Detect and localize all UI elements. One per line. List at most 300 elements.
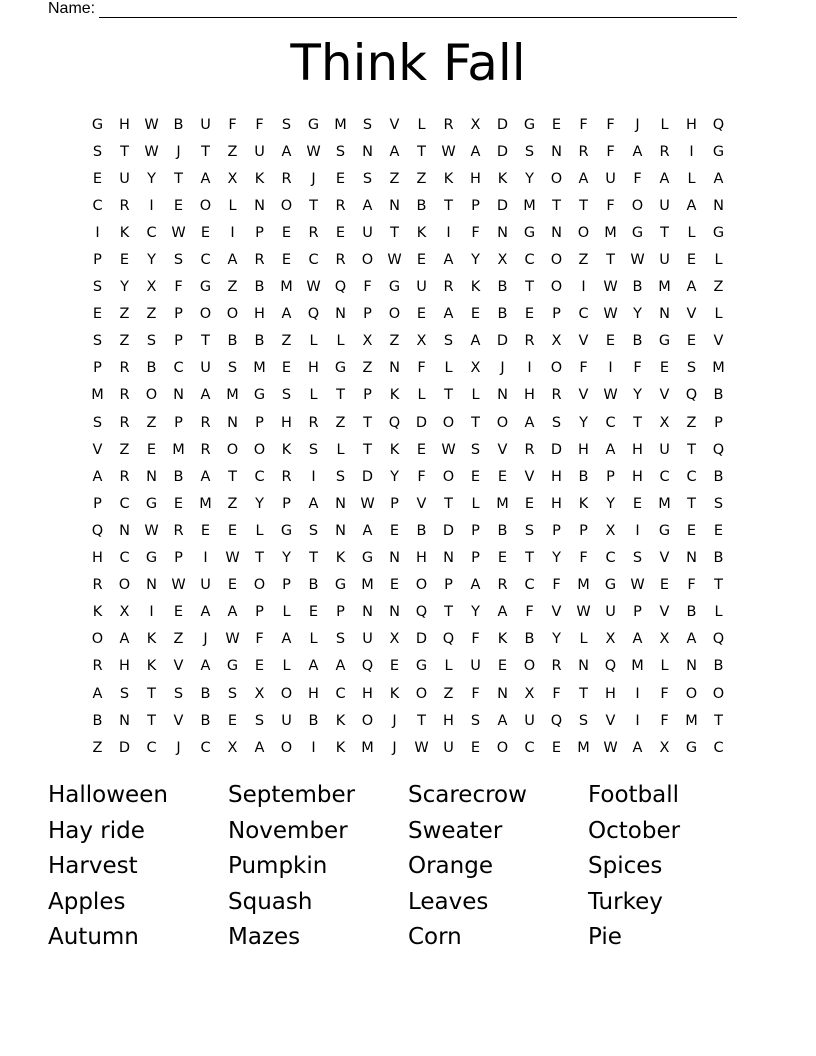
grid-letter: T	[606, 252, 615, 269]
grid-letter: Y	[606, 495, 615, 512]
grid-letter: H	[119, 116, 130, 133]
grid-letter: S	[362, 116, 373, 133]
grid-letter: I	[446, 224, 451, 241]
grid-letter: C	[173, 360, 184, 377]
grid-letter: E	[119, 252, 130, 269]
grid-letter: B	[713, 387, 724, 404]
grid-letter: Z	[578, 252, 589, 269]
grid-letter: L	[309, 333, 318, 350]
grid-letter: E	[416, 252, 427, 269]
grid-letter: X	[389, 631, 400, 648]
word-item: Squash	[228, 888, 313, 915]
grid-letter: D	[550, 441, 563, 458]
grid-row	[84, 517, 732, 544]
grid-letter: T	[417, 712, 426, 729]
grid-letter: L	[471, 495, 480, 512]
grid-letter: X	[470, 116, 481, 133]
grid-row	[84, 382, 732, 409]
grid-letter: O	[712, 685, 725, 702]
grid-letter: X	[227, 170, 238, 187]
grid-letter: A	[389, 143, 400, 160]
grid-letter: T	[444, 387, 453, 404]
grid-letter: C	[605, 414, 616, 431]
grid-letter: M	[280, 279, 293, 296]
grid-letter: L	[282, 604, 291, 621]
grid-letter: K	[281, 441, 292, 458]
grid-letter: E	[416, 441, 427, 458]
grid-letter: R	[200, 441, 211, 458]
grid-letter: Y	[552, 631, 561, 648]
grid-letter: L	[444, 658, 453, 675]
grid-letter: O	[442, 468, 455, 485]
grid-letter: B	[227, 333, 238, 350]
grid-letter: K	[389, 685, 400, 702]
grid-letter: Z	[443, 685, 454, 702]
grid-letter: Q	[388, 414, 401, 431]
grid-letter: D	[442, 522, 455, 539]
grid-letter: H	[470, 170, 481, 187]
grid-letter: N	[227, 414, 238, 431]
grid-row	[84, 219, 732, 246]
grid-letter: V	[92, 441, 103, 458]
grid-letter: R	[443, 279, 454, 296]
grid-letter: A	[470, 577, 481, 594]
grid-letter: N	[578, 658, 589, 675]
grid-letter: S	[308, 522, 319, 539]
grid-letter: N	[659, 306, 670, 323]
grid-letter: A	[281, 631, 292, 648]
grid-letter: Z	[227, 495, 238, 512]
grid-letter: Y	[282, 550, 291, 567]
grid-letter: F	[525, 604, 534, 621]
grid-letter: H	[281, 414, 292, 431]
grid-letter: E	[686, 252, 697, 269]
grid-letter: B	[146, 360, 157, 377]
grid-letter: G	[253, 387, 266, 404]
grid-letter: N	[173, 387, 184, 404]
grid-letter: S	[335, 468, 346, 485]
grid-letter: I	[608, 360, 613, 377]
grid-letter: I	[635, 522, 640, 539]
grid-letter: E	[524, 495, 535, 512]
grid-letter: E	[497, 550, 508, 567]
grid-letter: G	[523, 116, 536, 133]
grid-letter: X	[605, 631, 616, 648]
grid-letter: A	[443, 306, 454, 323]
grid-letter: G	[388, 279, 401, 296]
grid-letter: A	[470, 333, 481, 350]
grid-letter: H	[551, 495, 562, 512]
grid-letter: L	[714, 252, 723, 269]
grid-letter: I	[203, 550, 208, 567]
grid-letter: A	[443, 252, 454, 269]
grid-letter: T	[579, 685, 588, 702]
grid-letter: O	[199, 197, 212, 214]
grid-letter: S	[308, 441, 319, 458]
grid-letter: F	[606, 197, 615, 214]
grid-letter: J	[500, 360, 505, 377]
grid-letter: E	[200, 522, 211, 539]
grid-row	[84, 165, 732, 192]
grid-letter: M	[199, 495, 212, 512]
grid-letter: H	[578, 441, 589, 458]
grid-letter: P	[93, 495, 102, 512]
grid-letter: W	[144, 522, 159, 539]
grid-letter: Z	[119, 333, 130, 350]
grid-letter: R	[308, 224, 319, 241]
grid-letter: S	[524, 143, 535, 160]
grid-letter: W	[603, 279, 618, 296]
grid-letter: O	[550, 360, 563, 377]
grid-letter: R	[119, 387, 130, 404]
grid-letter: B	[200, 712, 211, 729]
grid-letter: N	[389, 550, 400, 567]
grid-letter: B	[416, 197, 427, 214]
grid-letter: J	[203, 631, 208, 648]
grid-letter: L	[336, 441, 345, 458]
grid-letter: I	[149, 604, 154, 621]
grid-letter: E	[173, 197, 184, 214]
grid-row	[84, 274, 732, 301]
grid-letter: H	[308, 360, 319, 377]
grid-letter: S	[470, 441, 481, 458]
grid-letter: B	[308, 712, 319, 729]
grid-letter: T	[660, 224, 669, 241]
letter-grid	[84, 111, 732, 761]
name-line	[99, 3, 737, 18]
grid-letter: R	[659, 143, 670, 160]
grid-letter: J	[176, 739, 181, 756]
grid-letter: O	[118, 577, 131, 594]
grid-letter: A	[281, 143, 292, 160]
grid-letter: R	[254, 252, 265, 269]
grid-letter: R	[524, 333, 535, 350]
grid-letter: K	[146, 658, 157, 675]
grid-letter: O	[280, 197, 293, 214]
grid-letter: V	[173, 658, 184, 675]
grid-letter: V	[605, 712, 616, 729]
word-item: September	[228, 782, 356, 808]
grid-letter: A	[686, 279, 697, 296]
grid-letter: G	[604, 577, 617, 594]
grid-letter: S	[92, 143, 103, 160]
grid-letter: Y	[147, 170, 156, 187]
grid-letter: R	[551, 658, 562, 675]
grid-letter: A	[686, 631, 697, 648]
grid-letter: Y	[579, 414, 588, 431]
grid-letter: C	[713, 739, 724, 756]
grid-letter: E	[686, 333, 697, 350]
grid-letter: U	[200, 577, 211, 594]
grid-letter: E	[551, 739, 562, 756]
word-item: October	[588, 817, 681, 844]
grid-letter: N	[686, 550, 697, 567]
grid-letter: N	[335, 495, 346, 512]
grid-letter: C	[308, 252, 319, 269]
grid-letter: N	[389, 604, 400, 621]
grid-letter: X	[497, 252, 508, 269]
grid-letter: B	[254, 333, 265, 350]
grid-letter: A	[335, 658, 346, 675]
grid-letter: B	[173, 116, 184, 133]
grid-letter: F	[633, 360, 642, 377]
grid-letter: O	[388, 306, 401, 323]
grid-letter: T	[201, 143, 210, 160]
grid-letter: K	[443, 170, 454, 187]
grid-letter: T	[579, 197, 588, 214]
grid-letter: N	[119, 522, 130, 539]
grid-letter: I	[95, 224, 100, 241]
grid-letter: U	[659, 197, 670, 214]
grid-letter: W	[603, 739, 618, 756]
grid-letter: E	[308, 604, 319, 621]
grid-letter: T	[687, 495, 696, 512]
grid-letter: S	[92, 279, 103, 296]
grid-letter: D	[496, 116, 509, 133]
grid-letter: O	[280, 739, 293, 756]
grid-letter: Y	[471, 252, 480, 269]
grid-letter: F	[552, 577, 561, 594]
grid-letter: S	[146, 333, 157, 350]
grid-letter: J	[392, 712, 397, 729]
grid-letter: A	[254, 739, 265, 756]
grid-letter: E	[173, 495, 184, 512]
word-item: Turkey	[588, 888, 663, 915]
grid-letter: S	[632, 550, 643, 567]
grid-letter: G	[145, 550, 158, 567]
grid-letter: P	[363, 306, 372, 323]
grid-letter: P	[390, 495, 399, 512]
grid-letter: P	[336, 604, 345, 621]
grid-letter: W	[171, 224, 186, 241]
grid-letter: O	[442, 414, 455, 431]
grid-row	[84, 653, 732, 680]
grid-letter: A	[578, 170, 589, 187]
grid-letter: T	[336, 387, 345, 404]
grid-letter: W	[225, 631, 240, 648]
grid-letter: E	[659, 577, 670, 594]
grid-letter: V	[659, 604, 670, 621]
grid-letter: F	[552, 685, 561, 702]
grid-letter: O	[685, 685, 698, 702]
grid-letter: R	[281, 170, 292, 187]
grid-row	[84, 572, 732, 599]
grid-letter: L	[714, 604, 723, 621]
grid-letter: K	[497, 631, 508, 648]
grid-letter: O	[91, 631, 104, 648]
grid-letter: T	[174, 170, 183, 187]
grid-letter: D	[415, 414, 428, 431]
grid-row	[84, 680, 732, 707]
grid-letter: C	[524, 739, 535, 756]
grid-letter: L	[687, 170, 696, 187]
grid-letter: B	[497, 306, 508, 323]
grid-letter: L	[336, 333, 345, 350]
grid-row	[84, 626, 732, 653]
grid-letter: H	[632, 441, 643, 458]
grid-letter: E	[92, 306, 103, 323]
grid-letter: W	[387, 252, 402, 269]
grid-letter: W	[414, 739, 429, 756]
grid-row	[84, 545, 732, 572]
grid-letter: S	[335, 631, 346, 648]
grid-letter: X	[227, 739, 238, 756]
grid-letter: V	[659, 550, 670, 567]
word-item: Corn	[408, 924, 462, 951]
grid-letter: M	[658, 495, 671, 512]
grid-letter: R	[92, 658, 103, 675]
grid-row	[84, 490, 732, 517]
grid-letter: A	[497, 604, 508, 621]
grid-letter: M	[685, 712, 698, 729]
grid-letter: F	[363, 279, 372, 296]
grid-letter: R	[119, 197, 130, 214]
grid-letter: N	[362, 604, 373, 621]
grid-letter: K	[335, 739, 346, 756]
grid-letter: T	[390, 224, 399, 241]
grid-letter: A	[92, 685, 103, 702]
grid-letter: R	[335, 197, 346, 214]
grid-letter: S	[470, 712, 481, 729]
grid-letter: A	[605, 441, 616, 458]
grid-letter: U	[200, 116, 211, 133]
grid-letter: K	[389, 441, 400, 458]
grid-letter: V	[524, 468, 535, 485]
grid-letter: O	[577, 224, 590, 241]
grid-row	[84, 436, 732, 463]
grid-letter: U	[659, 252, 670, 269]
grid-letter: Y	[471, 604, 480, 621]
grid-letter: M	[577, 577, 590, 594]
grid-letter: Z	[227, 143, 238, 160]
grid-letter: X	[470, 360, 481, 377]
grid-letter: G	[631, 224, 644, 241]
grid-letter: A	[470, 143, 481, 160]
grid-letter: T	[444, 197, 453, 214]
name-label: Name:	[48, 0, 96, 17]
grid-letter: T	[120, 143, 129, 160]
grid-letter: X	[605, 522, 616, 539]
grid-letter: L	[660, 658, 669, 675]
grid-letter: Q	[361, 658, 374, 675]
grid-letter: T	[363, 414, 372, 431]
word-item: Halloween	[48, 782, 168, 808]
grid-letter: T	[633, 414, 642, 431]
grid-letter: Z	[146, 306, 157, 323]
grid-letter: Z	[173, 631, 184, 648]
grid-letter: E	[92, 170, 103, 187]
grid-letter: B	[686, 604, 697, 621]
grid-letter: Z	[389, 170, 400, 187]
grid-letter: S	[254, 712, 265, 729]
grid-letter: V	[173, 712, 184, 729]
grid-letter: Q	[91, 522, 104, 539]
grid-letter: U	[200, 360, 211, 377]
grid-letter: C	[200, 739, 211, 756]
grid-row	[84, 192, 732, 219]
grid-letter: A	[632, 739, 643, 756]
grid-letter: U	[659, 441, 670, 458]
grid-letter: S	[281, 387, 292, 404]
grid-letter: T	[147, 712, 156, 729]
grid-letter: E	[416, 306, 427, 323]
grid-letter: F	[255, 631, 264, 648]
grid-row	[84, 328, 732, 355]
grid-letter: T	[471, 414, 480, 431]
grid-letter: A	[200, 387, 211, 404]
grid-letter: K	[578, 495, 589, 512]
grid-letter: T	[714, 577, 723, 594]
grid-letter: F	[606, 143, 615, 160]
grid-letter: Y	[147, 252, 156, 269]
grid-letter: N	[497, 387, 508, 404]
grid-letter: T	[714, 712, 723, 729]
grid-letter: E	[335, 170, 346, 187]
grid-letter: G	[280, 522, 293, 539]
grid-row	[84, 707, 732, 734]
grid-row	[84, 111, 732, 138]
grid-letter: H	[119, 658, 130, 675]
grid-letter: T	[228, 468, 237, 485]
grid-letter: B	[497, 279, 508, 296]
grid-letter: S	[578, 712, 589, 729]
grid-row	[84, 138, 732, 165]
grid-letter: F	[417, 468, 426, 485]
grid-letter: O	[631, 197, 644, 214]
grid-letter: G	[334, 577, 347, 594]
grid-letter: P	[552, 522, 561, 539]
grid-letter: S	[443, 333, 454, 350]
grid-letter: P	[255, 414, 264, 431]
grid-letter: S	[173, 685, 184, 702]
grid-letter: Q	[442, 631, 455, 648]
word-item: Football	[588, 782, 680, 808]
grid-letter: I	[311, 739, 316, 756]
grid-letter: H	[443, 712, 454, 729]
grid-letter: C	[146, 739, 157, 756]
grid-letter: E	[254, 658, 265, 675]
grid-letter: E	[227, 712, 238, 729]
grid-letter: K	[335, 712, 346, 729]
grid-letter: V	[416, 495, 427, 512]
grid-letter: I	[635, 685, 640, 702]
grid-letter: T	[201, 333, 210, 350]
grid-letter: P	[552, 306, 561, 323]
word-item: Scarecrow	[408, 782, 527, 808]
grid-letter: Q	[550, 712, 563, 729]
grid-letter: K	[389, 387, 400, 404]
grid-letter: S	[92, 414, 103, 431]
grid-letter: Q	[307, 306, 320, 323]
grid-letter: T	[444, 495, 453, 512]
grid-letter: O	[550, 170, 563, 187]
grid-letter: F	[633, 170, 642, 187]
grid-letter: F	[579, 550, 588, 567]
grid-letter: B	[200, 685, 211, 702]
grid-letter: P	[444, 577, 453, 594]
grid-letter: N	[362, 143, 373, 160]
grid-letter: J	[176, 143, 181, 160]
grid-letter: P	[93, 252, 102, 269]
grid-letter: B	[713, 468, 724, 485]
grid-letter: O	[550, 279, 563, 296]
grid-letter: T	[363, 441, 372, 458]
grid-letter: A	[227, 604, 238, 621]
grid-letter: V	[713, 333, 724, 350]
grid-letter: Z	[281, 333, 292, 350]
grid-letter: T	[309, 197, 318, 214]
grid-letter: R	[443, 116, 454, 133]
